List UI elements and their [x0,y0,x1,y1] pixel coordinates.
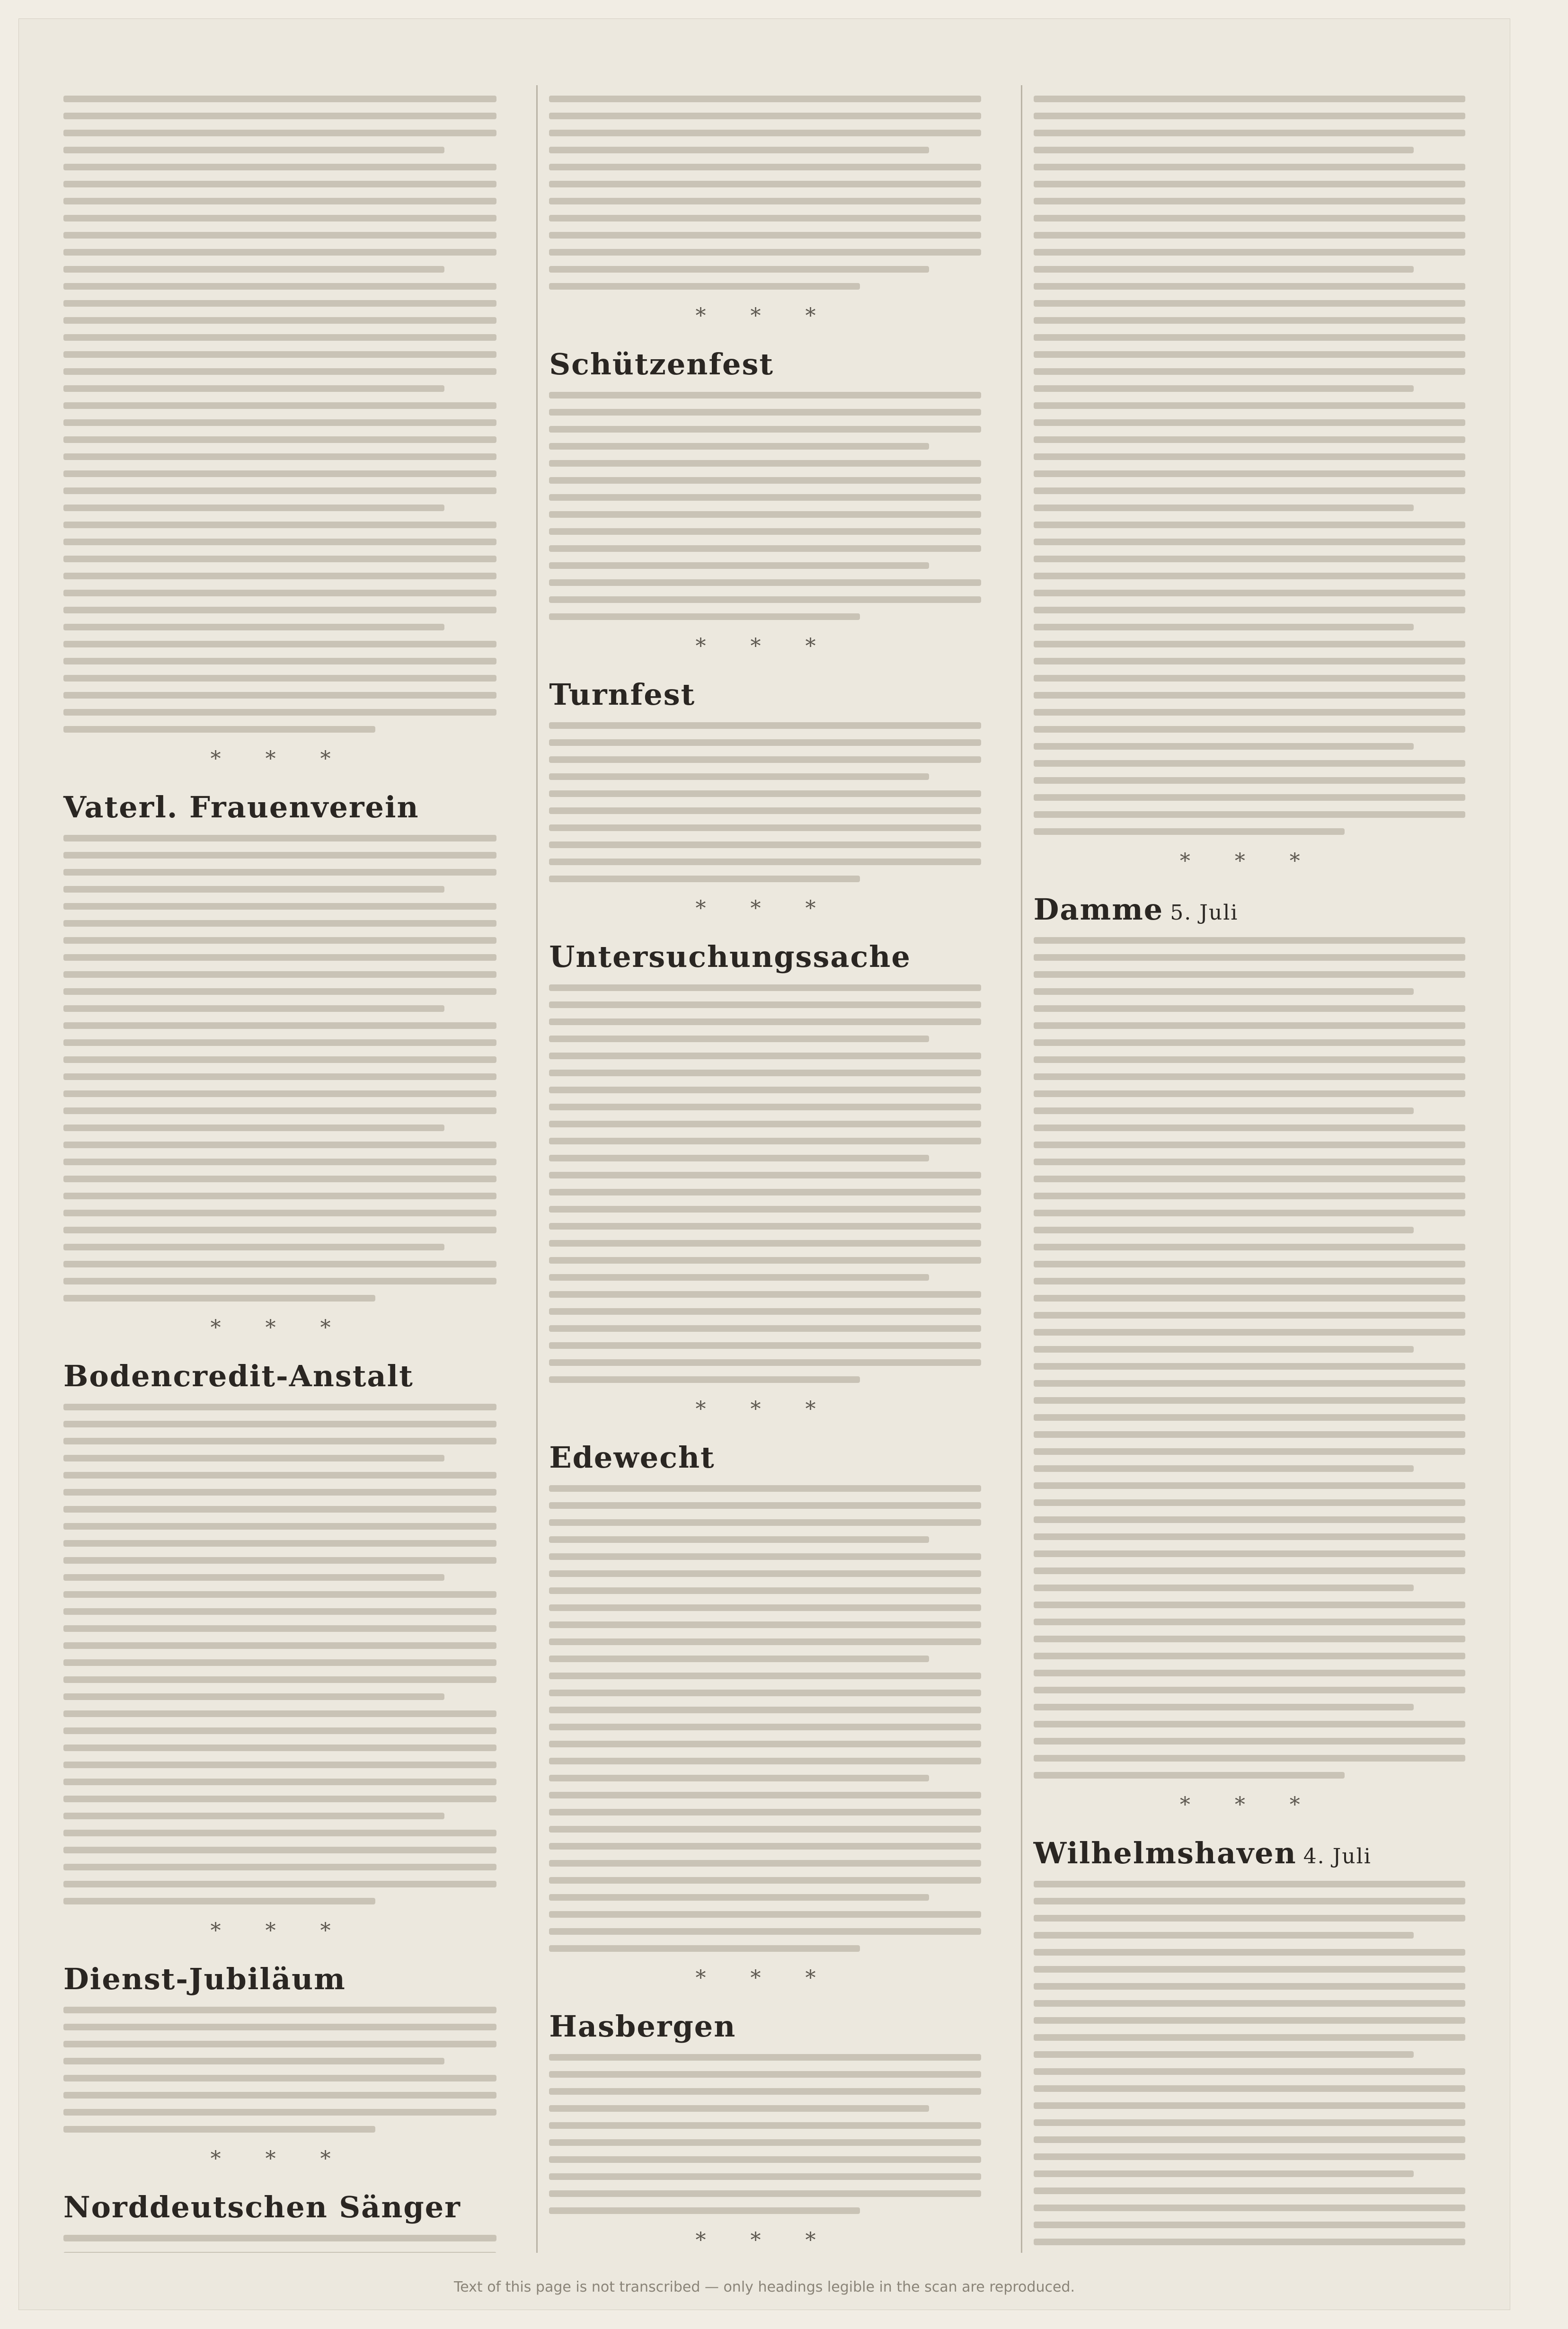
article-text-placeholder [549,392,981,620]
section-divider: * * * [1179,1793,1319,1817]
article-heading [63,2190,496,2224]
article-heading-text: Vaterl. Frauenverein [63,790,419,824]
article-text-placeholder [63,835,496,1302]
article-text-placeholder [549,2054,981,2214]
article-heading [549,347,981,381]
section-divider: * * * [695,304,835,328]
article-text-placeholder [1034,96,1465,835]
article-text-placeholder [549,1485,981,1952]
article-heading-text: Edewecht [549,1440,715,1475]
article-heading-text: Norddeutschen Sänger [63,2190,461,2224]
article-dateline: 4. Juli [1303,1844,1372,1869]
article-text-placeholder [1034,1881,1465,2253]
newspaper-page [19,19,1510,2310]
article-text-placeholder [549,722,981,882]
text-columns [52,85,1477,2253]
article-dateline: 5. Juli [1170,901,1239,925]
column-2 [536,85,992,2253]
article-heading-text: Untersuchungssache [549,939,911,974]
article-heading-text: Damme [1033,892,1164,927]
transcription-note: Text of this page is not transcribed — only headings legible in the scan are reproduced. [453,2279,1075,2295]
article-text-placeholder [63,2235,496,2253]
article-heading-text: Hasbergen [549,2009,736,2044]
article-heading [549,939,981,974]
article-heading [63,1359,496,1393]
article-text-placeholder [1034,937,1465,1779]
article-text-placeholder [63,1404,496,1904]
article-heading-text: Dienst-Jubiläum [63,1962,346,1996]
article-heading-text: Bodencredit-Anstalt [63,1359,414,1393]
section-divider: * * * [210,2147,350,2171]
article-heading-text: Turnfest [549,677,696,712]
section-divider: * * * [695,634,835,658]
article-heading [1034,892,1465,927]
section-divider: * * * [1179,849,1319,873]
article-heading [549,1440,981,1475]
section-divider: * * * [210,1316,350,1340]
section-divider: * * * [695,896,835,921]
article-heading [63,1962,496,1996]
section-divider: * * * [695,1966,835,1990]
section-divider: * * * [210,747,350,771]
column-3 [1021,85,1477,2253]
article-text-placeholder [549,984,981,1383]
article-heading-text: Wilhelmshaven [1033,1836,1297,1870]
article-heading [549,677,981,712]
section-divider: * * * [210,1919,350,1943]
section-divider: * * * [695,2228,835,2252]
article-text-placeholder [63,96,496,733]
article-heading [63,790,496,824]
column-1 [52,85,508,2253]
article-heading [549,2009,981,2044]
article-heading-text: Schützenfest [549,347,774,381]
article-text-placeholder [549,96,981,290]
section-divider: * * * [695,1397,835,1421]
article-heading [1034,1836,1465,1870]
article-text-placeholder [63,2007,496,2133]
